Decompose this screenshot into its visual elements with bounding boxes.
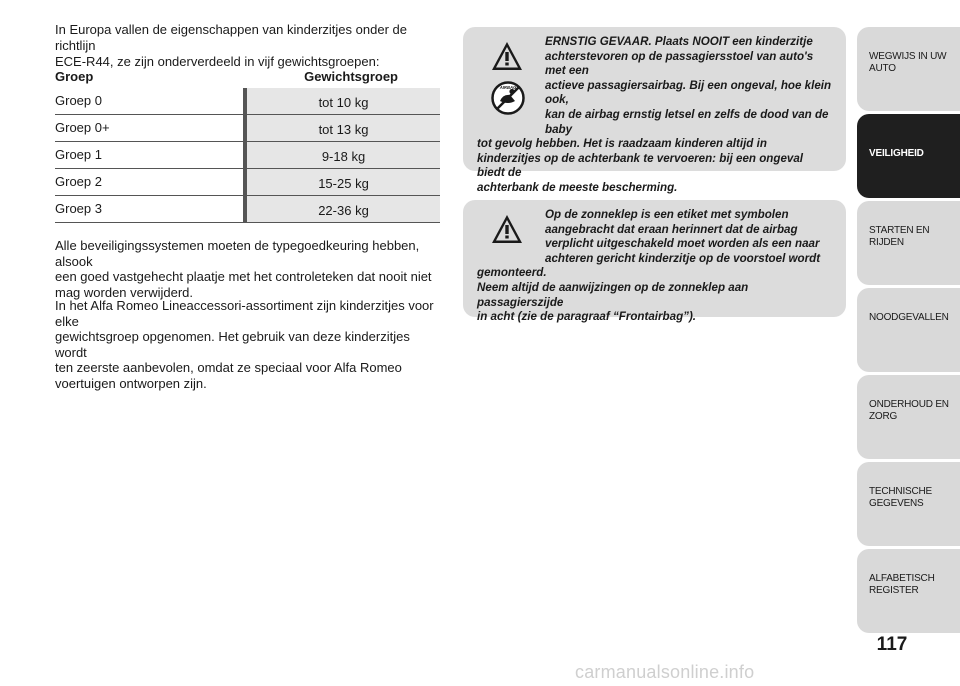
tab-onderhoud-en-zorg[interactable] [857,375,960,459]
group-cell: Groep 0 [55,93,102,108]
paragraph-line: ten zeerste aanbevolen, omdat ze speciaal voor Alfa Romeo [55,360,402,375]
warning-box-airbag [463,27,846,194]
warning-line: aangebracht dat eraan herinnert dat de airbag [545,222,798,236]
warning-triangle-icon [491,41,523,71]
warning-line: achterstevoren op de passagiersstoel van auto's met een [545,49,814,78]
tab-label: AUTO [869,63,896,74]
tab-label: NOODGEVALLEN [869,312,949,323]
group-cell: Groep 3 [55,201,102,216]
paragraph-line: In het Alfa Romeo Lineaccessori-assortiment zijn kinderzitjes voor elke [55,298,434,329]
tab-label: ALFABETISCH [869,573,935,584]
warning-line: Op de zonneklep is een etiket met symbolen [545,208,789,221]
tab-label: ZORG [869,411,898,422]
table-row [55,88,440,115]
table-row [55,196,440,223]
group-cell: Groep 1 [55,147,102,162]
warning-line: kinderzitjes op de achterbank te vervoeren: bij een ongeval biedt de [477,151,804,180]
warning-icons [477,35,535,127]
warning-line: Neem altijd de aanwijzingen op de zonneklep aan passagierszijde [477,280,749,309]
weight-cell: 15-25 kg [247,169,440,195]
warning-line: tot gevolg hebben. Het is raadzaam kinderen altijd in [477,137,767,151]
tab-noodgevallen[interactable] [857,288,960,372]
paragraph-line: mag worden verwijderd. [55,284,194,300]
group-cell: Groep 2 [55,174,102,189]
header-groep: Groep [55,68,94,84]
tab-label: STARTEN EN RIJDEN [869,225,930,248]
table-row [55,169,440,196]
paragraph-lineaccessori [55,298,440,391]
paragraph-line: een goed vastgehecht plaatje met het controleteken dat nooit niet [55,269,432,284]
weight-cell: 22-36 kg [247,196,440,222]
tab-alfabetisch-register[interactable] [857,549,960,633]
watermark-text: carmanualsonline.info [575,662,755,682]
intro-line: In Europa vallen de eigenschappen van kinderzitjes onder de richtlijn [55,22,407,53]
tab-label: ONDERHOUD EN [869,399,949,410]
page-number: 117 [876,634,908,655]
tab-starten-en-rijden[interactable] [857,201,960,285]
weight-group-table [55,64,440,223]
warning-line: achterbank de meeste bescherming. [477,180,678,194]
paragraph-approval [55,238,440,300]
paragraph-line: Alle beveiligingssystemen moeten de typegoedkeuring hebben, alsook [55,238,420,269]
warning-line: ERNSTIG GEVAAR. Plaats NOOIT een kinderzitje [545,35,813,48]
tab-label: WEGWIJS IN UW [869,51,947,62]
group-cell: Groep 0+ [55,120,110,135]
tab-veiligheid[interactable] [857,114,960,198]
weight-cell: tot 13 kg [247,115,440,141]
warning-icons [477,208,535,254]
warning-line: actieve passagiersairbag. Bij een ongeval, hoe klein ook, [545,78,832,107]
no-child-seat-airbag-icon [491,81,525,115]
tab-label: GEGEVENS [869,498,924,509]
paragraph-line: voertuigen ontworpen zijn. [55,375,207,391]
table-row [55,142,440,169]
table-row [55,115,440,142]
intro-text [55,22,440,70]
warning-triangle-icon [491,214,523,244]
airbag-icon-label: AIRBAG [499,85,517,91]
warning-line: achteren gericht kinderzitje op de voorstoel wordt gemonteerd. [477,251,821,280]
table-header [55,64,440,88]
weight-cell: 9-18 kg [247,142,440,168]
header-gewichtsgroep: Gewichtsgroep [304,68,398,84]
paragraph-line: gewichtsgroep opgenomen. Het gebruik van deze kinderzitjes wordt [55,329,410,360]
warning-line: in acht (zie de paragraaf “Frontairbag”). [477,310,697,324]
warning-line: verplicht uitgeschakeld moet worden als een naar [545,237,820,251]
tab-label: TECHNISCHE [869,486,933,497]
tab-label: REGISTER [869,585,919,596]
tab-label: VEILIGHEID [869,148,924,159]
warning-line: kan de airbag ernstig letsel en zelfs de dood van de baby [545,107,829,136]
tab-wegwijs-in-uw-auto[interactable] [857,27,960,111]
warning-box-sunvisor [463,200,846,324]
intro-line: ECE-R44, ze zijn onderverdeeld in vijf gewichtsgroepen: [55,54,380,69]
weight-cell: tot 10 kg [247,88,440,114]
tab-technische-gegevens[interactable] [857,462,960,546]
